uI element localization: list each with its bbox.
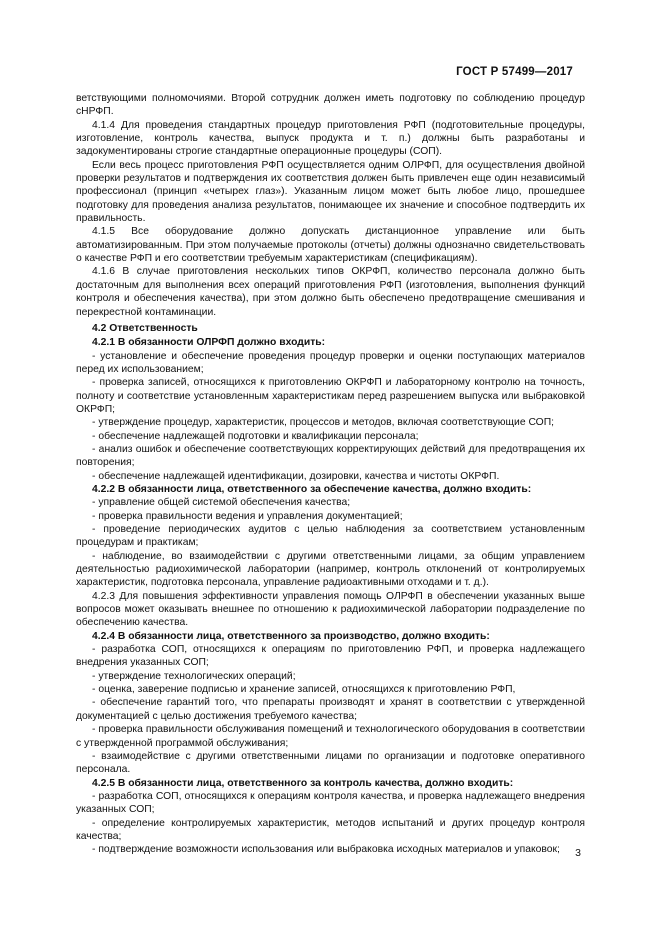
list-item: - управление общей системой обеспечения качества; [92,497,351,509]
list-item: - разработка СОП, относящихся к операциям контроля качества, и проверка надлежащего внедрения указанных СОП; [76,790,585,816]
paragraph: 4.1.4 Для проведения стандартных процедур приготовления РФП (подготовительные процедуры, изготовление, контроль качества, выпуск продукта и т. п.) должны быть разработаны и задокументированы строгие стандартные операционные процедуры (СОП). [76,119,585,158]
subsection-heading [76,336,585,349]
list-item: - взаимодействие с другими ответственными лицами по организации и подготовке оперативного персонала. [76,750,585,776]
subsection-title: 4.2.4 В обязанности лица, ответственного за производство, должно входить: [92,630,490,642]
list-item: - определение контролируемых характеристик, методов испытаний и других процедур контроля качества; [76,817,585,842]
subsection-title: 4.2.1 В обязанности ОЛРФП должно входить: [92,337,326,349]
list-item: - проверка правильности обслуживания помещений и технологического оборудования в соответствии с утвержденной программой обслуживания; [76,724,585,749]
list-item: - разработка СОП, относящихся к операциям по приготовлению РФП, и проверка надлежащего внедрения указанных СОП; [76,644,585,669]
list-item: - утверждение технологических операций; [92,670,296,682]
subsection-heading [76,630,585,643]
list-item: - установление и обеспечение проведения процедур проверки и оценки поступающих материалов перед их использованием; [76,350,585,375]
paragraph: Если весь процесс приготовления РФП осуществляется одним ОЛРФП, для осуществления двойной проверки результатов и подтверждения их соответствия должен быть привлечен еще один независимый профессионал (принцип «четырех глаз»). Указанным лицом может быть любое лицо, прошедшее подготовку для проведения анализа результатов, понимающее их значение и способное подтвердить их правильность. [76,159,585,225]
document-id-header: ГОСТ Р 57499—2017 [456,66,573,78]
document-body [76,92,585,857]
section-heading: 4.2 Ответственность [92,322,198,334]
list-item: - проверка записей, относящихся к приготовлению ОКРФП и лабораторному контролю на точность, полноту и соответствие установленным характеристикам перед разрешением выпуска или выбраковкой ОКРФП; [76,377,585,415]
paragraph: 4.2.3 Для повышения эффективности управления помощь ОЛРФП в обеспечении указанных выше вопросов может оказывать внешнее по отношению к радиохимической лаборатории подразделение по обеспечению качества. [76,590,585,629]
list-item: - утверждение процедур, характеристик, процессов и методов, включая соответствующие СОП; [92,417,555,429]
subsection-heading [76,483,585,496]
list-item: - наблюдение, во взаимодействии с другими ответственными лицами, за общим управлением деятельностью радиохимической лаборатории (например, контроль отклонений от контролируемых характеристик, подготовка персонала, управление радиоактивными отходами и т. д.). [76,550,585,589]
paragraph: 4.1.5 Все оборудование должно допускать дистанционное управление или быть автоматизированным. При этом получаемые протоколы (отчеты) должны однозначно свидетельствовать о качестве РФП и его соответствии требуемым характеристикам (спецификациям). [76,226,585,265]
list-item: - обеспечение надлежащей подготовки и квалификации персонала; [92,430,419,442]
list-item: - проверка правильности ведения и управления документацией; [92,510,403,522]
list-item: - обеспечение надлежащей идентификации, дозировки, качества и чистоты ОКРФП. [92,470,500,482]
paragraph: ветствующими полномочиями. Второй сотрудник должен иметь подготовку по соблюдению процедур сНРФП. [76,93,585,118]
subsection-title: 4.2.5 В обязанности лица, ответственного за контроль качества, должно входить: [92,777,514,789]
list-item: - проведение периодических аудитов с целью наблюдения за соответствием установленным процедурам и практикам; [76,524,585,549]
page-number: 3 [575,847,581,859]
list-item: - обеспечение гарантий того, что препараты производят и хранят в соответствии с утвержденной документацией с целью достижения требуемого качества; [76,697,585,722]
paragraph: 4.1.6 В случае приготовления нескольких типов ОКРФП, количество персонала должно быть достаточным для выполнения всех операций приготовления РФП (изготовления, выполнения функций контроля и обеспечения качества), при этом должно быть обеспечено предотвращение смешивания и перекрестной контаминации. [76,266,585,318]
list-item: - оценка, заверение подписью и хранение записей, относящихся к приготовлению РФП, [92,684,516,696]
subsection-heading [76,777,585,790]
list-item: - подтверждение возможности использования или выбраковка исходных материалов и упаковок; [92,844,560,856]
list-item: - анализ ошибок и обеспечение соответствующих корректирующих действий для предотвращения их повторения; [76,443,585,469]
subsection-title: 4.2.2 В обязанности лица, ответственного за обеспечение качества, должно входить: [92,483,532,495]
